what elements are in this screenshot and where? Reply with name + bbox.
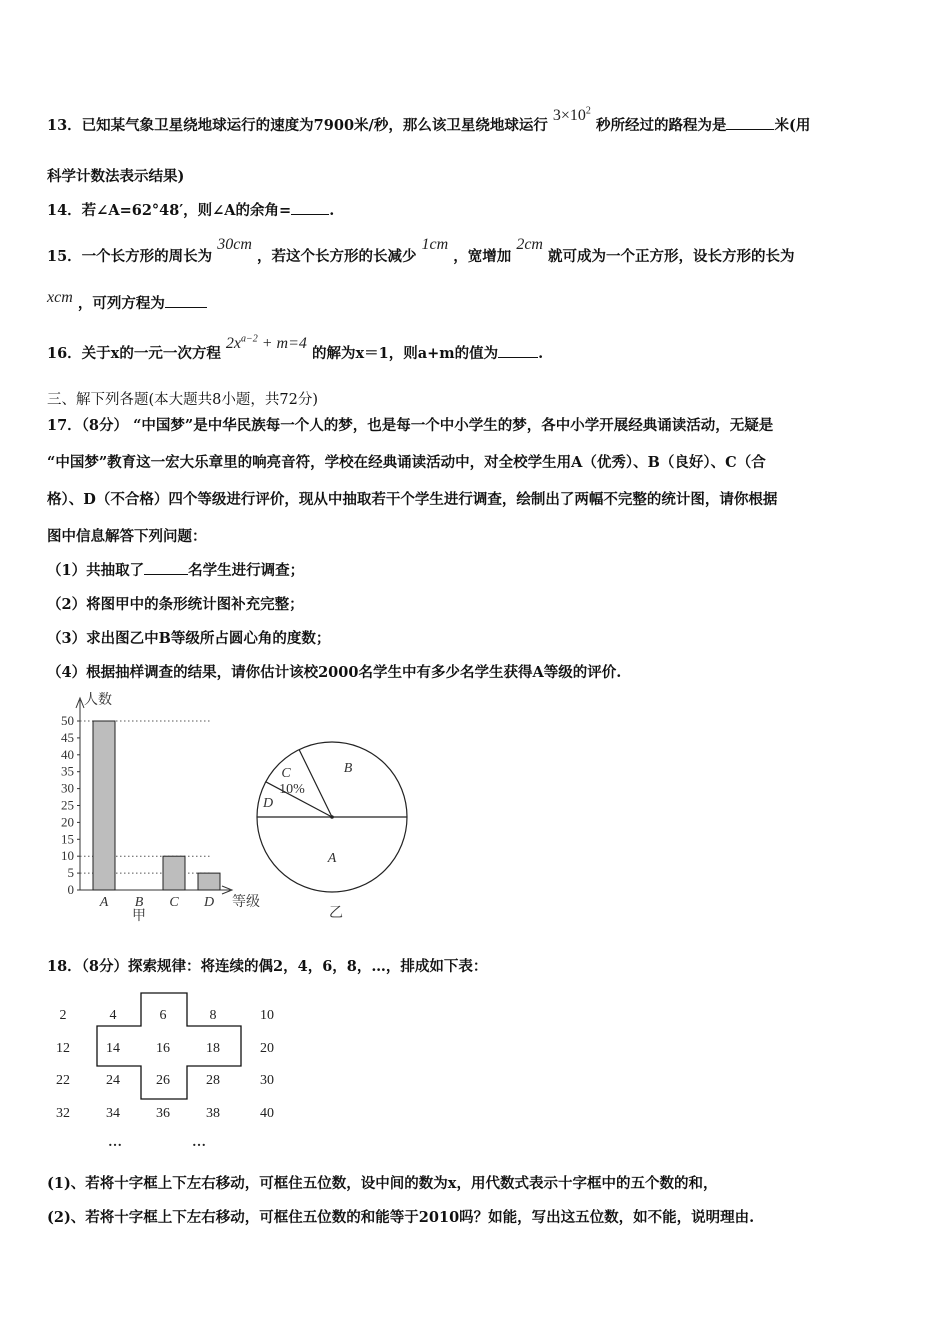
table-cell: 16 bbox=[156, 1041, 170, 1056]
q17-sub1-text-b: 名学生进行调查； bbox=[188, 562, 305, 579]
y-tick-label: 20 bbox=[61, 814, 74, 830]
q13-answer-blank[interactable] bbox=[726, 129, 774, 130]
q15-line2 bbox=[47, 289, 207, 313]
q16-math-rest: + m=4 bbox=[257, 335, 307, 352]
table-cell: 26 bbox=[156, 1073, 170, 1088]
q16-math bbox=[226, 335, 307, 352]
pie-label-B: B bbox=[343, 761, 353, 776]
table-cell: 36 bbox=[156, 1106, 170, 1121]
table-cell: 20 bbox=[260, 1041, 274, 1056]
table-cell: 10 bbox=[260, 1008, 274, 1023]
q13-text-b: 秒所经过的路程为是 bbox=[595, 117, 727, 134]
table-cell: 38 bbox=[206, 1106, 220, 1121]
q16-math-exp: a−2 bbox=[241, 333, 258, 345]
bar-chart bbox=[40, 688, 280, 928]
q13-math-exp: 2 bbox=[585, 105, 591, 117]
q17-line2: “中国梦”教育这一宏大乐章里的响亮音符，学校在经典诵读活动中，对全校学生用A（优秀）、B（良好）、C（合 bbox=[47, 454, 766, 471]
q18-title: 18．（8分）探索规律：将连续的偶2，4，6，8，…，排成如下表： bbox=[47, 958, 488, 975]
table-cell: 30 bbox=[260, 1073, 274, 1088]
y-tick-label: 0 bbox=[67, 882, 74, 897]
q13-text-a: 13．已知某气象卫星绕地球运行的速度为7900米/秒，那么该卫星绕地球运行 bbox=[47, 117, 548, 134]
q16-math-base: 2x bbox=[225, 335, 241, 352]
q16-end: . bbox=[538, 345, 544, 362]
y-tick-label: 40 bbox=[61, 746, 74, 762]
q16-text-b: 的解为x＝1，则a+m的值为 bbox=[311, 345, 499, 362]
bar-chart-title: 甲 bbox=[132, 909, 146, 924]
q18-sub1: (1)、若将十字框上下左右移动，可框住五位数，设中间的数为x，用代数式表示十字框中的五个数的和， bbox=[47, 1175, 718, 1192]
q16-text-a: 16．关于x的一元一次方程 bbox=[47, 345, 221, 362]
q15-math-length: xcm bbox=[47, 289, 73, 306]
q15-math-increase: 2cm bbox=[516, 236, 543, 253]
table-cell: 32 bbox=[56, 1106, 70, 1121]
q15-text-e: ，可列方程为 bbox=[77, 295, 165, 312]
q14-end: . bbox=[329, 202, 335, 219]
q16-answer-blank[interactable] bbox=[498, 357, 538, 358]
pie-center bbox=[330, 815, 334, 819]
y-tick-label: 30 bbox=[61, 780, 74, 796]
table-cell: 14 bbox=[106, 1041, 120, 1056]
x-axis-label: 等级 bbox=[232, 895, 260, 910]
table-cell: 6 bbox=[159, 1008, 167, 1023]
q14-answer-blank[interactable] bbox=[291, 214, 329, 215]
x-tick-label-A: A bbox=[99, 895, 109, 910]
y-axis-label: 人数 bbox=[84, 693, 112, 708]
pie-label-A: A bbox=[327, 851, 337, 866]
q15-text-a: 15．一个长方形的周长为 bbox=[47, 248, 213, 265]
table-cell: 18 bbox=[206, 1041, 220, 1056]
table-cell: 22 bbox=[56, 1073, 70, 1088]
bar-C bbox=[163, 856, 185, 890]
table-ellipsis-right: … bbox=[192, 1135, 206, 1150]
table-cell: 34 bbox=[106, 1106, 120, 1121]
q14-text: 14．若∠A=62°48′，则∠A的余角= bbox=[47, 202, 292, 219]
q13-text-c: 米(用 bbox=[774, 117, 811, 134]
bar-A bbox=[93, 721, 115, 890]
pie-label-D: D bbox=[262, 796, 274, 811]
y-tick-label: 25 bbox=[61, 797, 74, 813]
q17-sub3: （3）求出图乙中B等级所占圆心角的度数； bbox=[47, 630, 331, 647]
table-cell: 40 bbox=[260, 1106, 274, 1121]
table-cell: 4 bbox=[109, 1008, 117, 1023]
q15-text-b: ，若这个长方形的长减少 bbox=[256, 248, 417, 265]
table-ellipsis-left: … bbox=[108, 1135, 122, 1150]
q13-line1 bbox=[47, 105, 811, 135]
q16 bbox=[47, 333, 544, 363]
q17-line3: 格）、D（不合格）四个等级进行评价，现从中抽取若干个学生进行调查，绘制出了两幅不完整的统计图，请你根据 bbox=[47, 491, 778, 508]
x-tick-label-C: C bbox=[169, 895, 179, 910]
q15-text-d: 就可成为一个正方形，设长方形的长为 bbox=[548, 248, 795, 265]
q18-number-table bbox=[47, 990, 297, 1150]
q15-line1 bbox=[47, 236, 795, 266]
y-tick-label: 5 bbox=[67, 865, 74, 881]
q14 bbox=[47, 199, 334, 220]
x-tick-label-B: B bbox=[134, 895, 144, 910]
y-tick-label: 50 bbox=[61, 713, 74, 728]
q18-sub2: (2)、若将十字框上下左右移动，可框住五位数的和能等于2010吗？如能，写出这五位数，如不能，说明理由. bbox=[47, 1209, 755, 1226]
q15-math-perimeter: 30cm bbox=[217, 236, 252, 253]
q17-line1: 17．（8分） “中国梦”是中华民族每一个人的梦，也是每一个中小学生的梦，各中小学开展经典诵读活动，无疑是 bbox=[47, 417, 774, 434]
y-tick-label: 10 bbox=[61, 848, 74, 864]
q17-sub1 bbox=[47, 559, 304, 580]
q15-math-decrease: 1cm bbox=[421, 236, 449, 253]
pie-chart bbox=[250, 730, 420, 930]
pie-label-C: C bbox=[281, 766, 291, 781]
q15-answer-blank[interactable] bbox=[165, 307, 207, 308]
q17-sub2: （2）将图甲中的条形统计图补充完整； bbox=[47, 596, 304, 613]
bar-D bbox=[198, 873, 220, 890]
table-cell: 12 bbox=[56, 1041, 70, 1056]
q17-sub1-answer-blank[interactable] bbox=[144, 574, 188, 575]
x-tick-label-D: D bbox=[203, 895, 215, 910]
q13-line2: 科学计数法表示结果) bbox=[47, 168, 185, 185]
q17-sub1-text-a: （1）共抽取了 bbox=[47, 562, 145, 579]
pie-chart-title: 乙 bbox=[329, 906, 343, 921]
y-tick-label: 35 bbox=[61, 763, 74, 779]
q13-math bbox=[553, 107, 591, 124]
q13-math-base: 3×10 bbox=[552, 107, 586, 124]
q17-sub4: （4）根据抽样调查的结果，请你估计该校2000名学生中有多少名学生获得A等级的评价. bbox=[47, 664, 622, 681]
section-3-heading: 三、解下列各题(本大题共8小题，共72分) bbox=[47, 392, 318, 408]
q15-text-c: ，宽增加 bbox=[453, 248, 512, 265]
table-cell: 24 bbox=[106, 1073, 120, 1088]
y-tick-label: 45 bbox=[61, 729, 74, 745]
pie-label-C-percent: 10% bbox=[279, 782, 305, 797]
table-cell: 28 bbox=[206, 1073, 220, 1088]
table-cell: 8 bbox=[209, 1008, 217, 1023]
q17-line4: 图中信息解答下列问题： bbox=[47, 528, 207, 545]
y-tick-label: 15 bbox=[61, 831, 74, 847]
table-cell: 2 bbox=[59, 1008, 67, 1023]
